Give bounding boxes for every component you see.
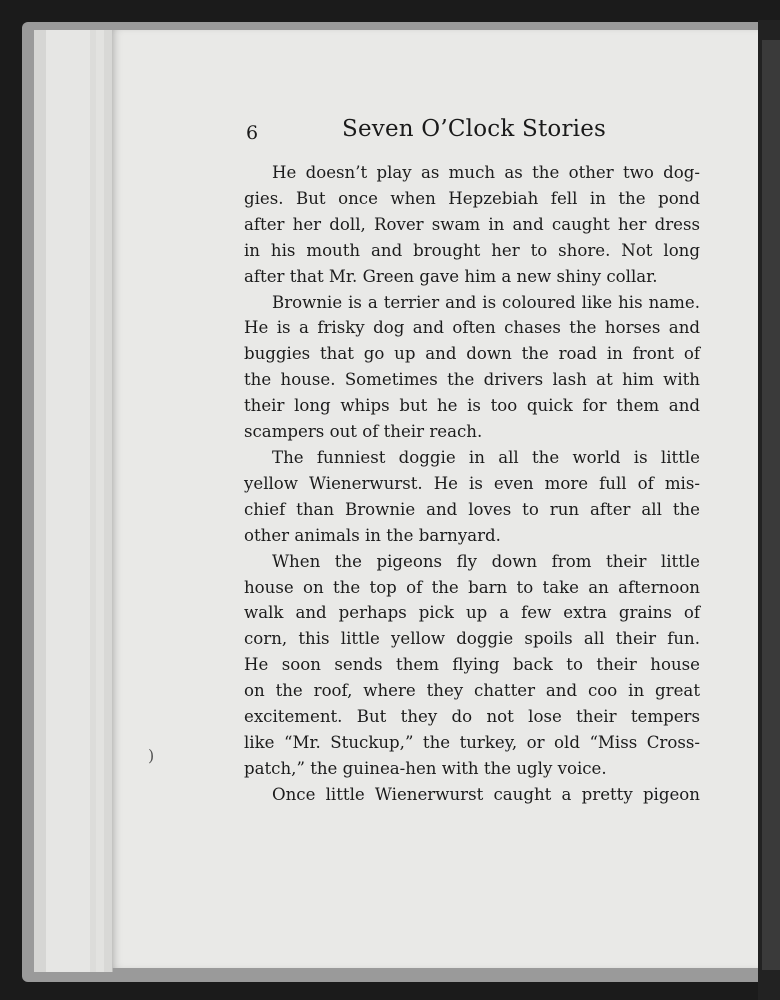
page-edge: [46, 30, 91, 972]
text-line: in his mouth and brought her to shore. Not long: [244, 240, 700, 260]
text-line: gies. But once when Hepzebiah fell in the pond: [244, 188, 700, 208]
text-line: on the roof, where they chatter and coo in great: [244, 681, 700, 701]
text-line: after that Mr. Green gave him a new shiny collar.: [244, 266, 658, 286]
text-line: chief than Brownie and loves to run after all the: [244, 499, 700, 519]
text-line: the house. Sometimes the drivers lash at him with: [244, 370, 700, 390]
text-line: When the pigeons fly down from their little: [272, 551, 700, 571]
text-line: excitement. But they do not lose their tempers: [244, 707, 700, 727]
text-line: He is a frisky dog and often chases the horses and: [244, 318, 700, 338]
next-page-edge: [762, 40, 780, 970]
text-line: He soon sends them flying back to their house: [244, 655, 700, 675]
text-line: other animals in the barnyard.: [244, 525, 501, 545]
text-line: house on the top of the barn to take an afternoon: [244, 577, 700, 597]
text-line: walk and perhaps pick up a few extra grains of: [244, 603, 700, 623]
text-line: buggies that go up and down the road in front of: [244, 344, 700, 364]
text-line: He doesn’t play as much as the other two dog-: [272, 163, 700, 182]
text-line: corn, this little yellow doggie spoils all their fun.: [244, 629, 700, 649]
text-line: after her doll, Rover swam in and caught her dress: [244, 214, 700, 234]
margin-mark: ): [148, 746, 155, 765]
text-line: Once little Wienerwurst caught a pretty pigeon: [272, 784, 700, 804]
text-line: like “Mr. Stuckup,” the turkey, or old “Miss Cross-: [244, 732, 700, 752]
text-line: Brownie is a terrier and is coloured like his name.: [272, 292, 700, 312]
running-title: Seven O’Clock Stories: [342, 116, 607, 142]
body-text: [244, 160, 700, 808]
text-line: yellow Wienerwurst. He is even more full of mis-: [244, 473, 700, 493]
page-number: 6: [246, 122, 259, 144]
text-line: The funniest doggie in all the world is little: [272, 447, 700, 467]
text-line: scampers out of their reach.: [244, 422, 483, 442]
text-line: their long whips but he is too quick for them and: [244, 396, 700, 416]
text-line: patch,” the guinea-hen with the ugly voice.: [244, 758, 607, 778]
